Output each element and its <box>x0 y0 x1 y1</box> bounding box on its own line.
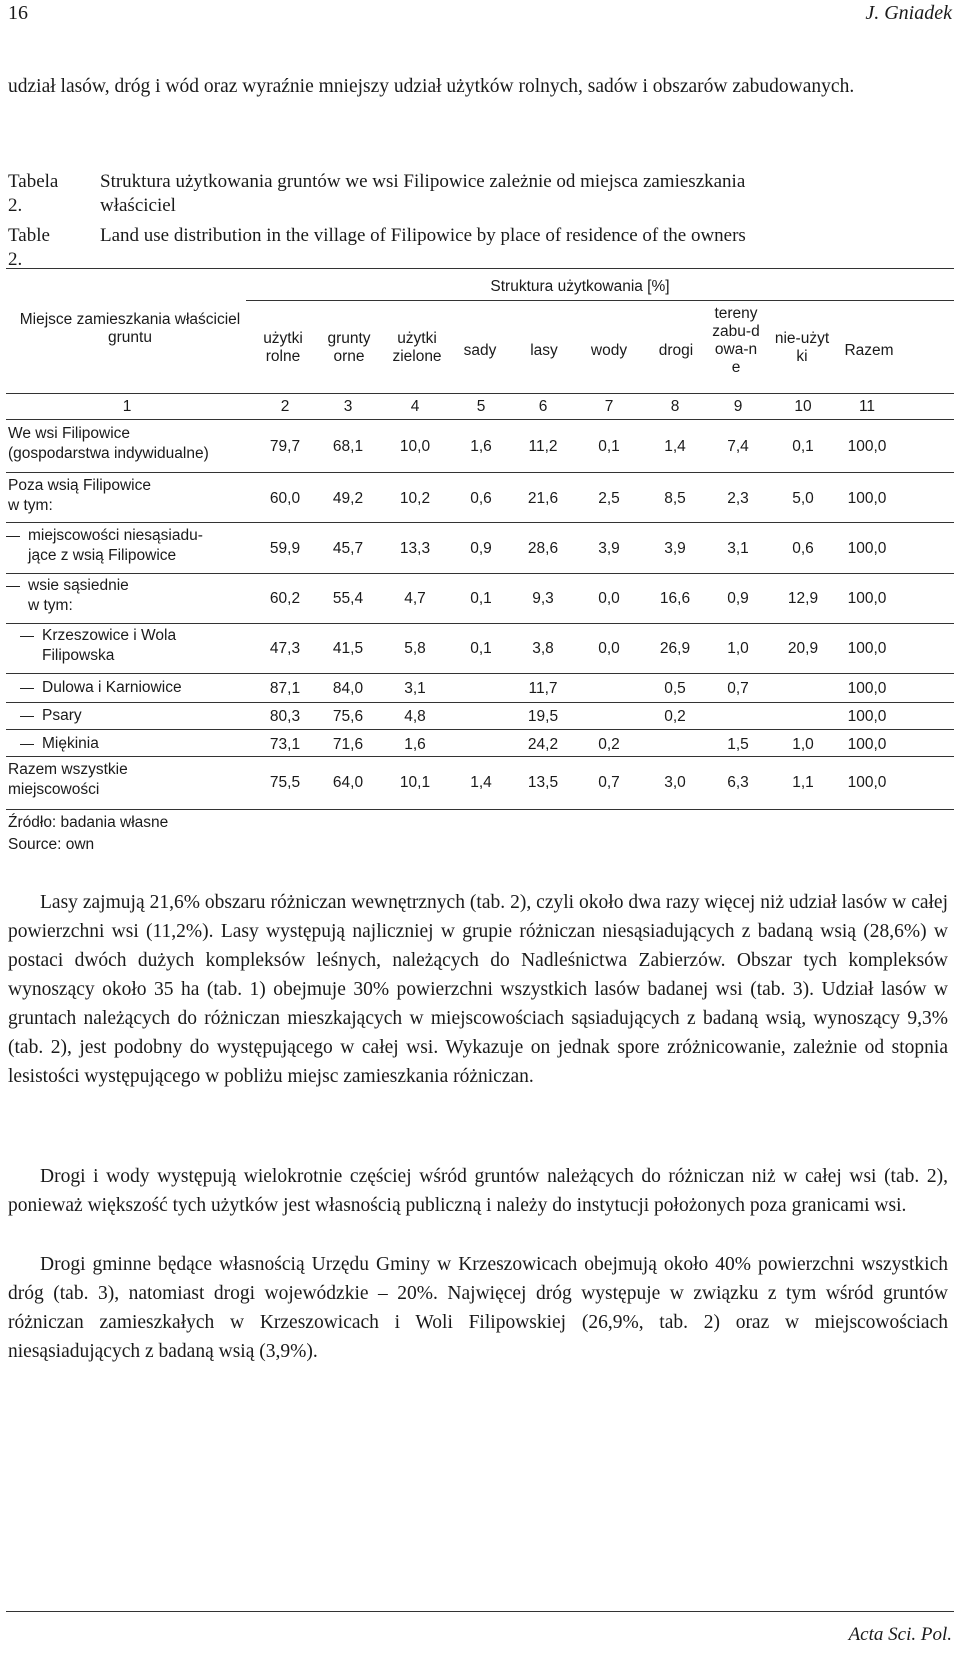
table-cell: 75,5 <box>269 774 301 791</box>
table-cell: 0,2 <box>598 736 620 753</box>
row-rule <box>6 573 954 574</box>
table-cell: 60,2 <box>269 590 301 607</box>
table-cell: 73,1 <box>269 736 301 753</box>
table-cell: 5,8 <box>404 640 426 657</box>
table-cell: 10,1 <box>399 774 431 791</box>
row-rule <box>6 673 954 674</box>
paragraph-2: Drogi i wody występują wielokrotnie częściej wśród gruntów należących do różniczan niż w całej wsi (tab. 2), ponieważ większość tych użytków jest własnością publiczną i należy do instytucji położonych poza granicami wsi. <box>8 1166 948 1216</box>
table-cell: 13,3 <box>399 540 431 557</box>
table-cell: 79,7 <box>269 438 301 455</box>
table-cell: 1,6 <box>404 736 426 753</box>
col-number: 6 <box>538 398 548 415</box>
col-header-drogi: drogi <box>658 342 694 359</box>
table-cell: 1,0 <box>727 640 749 657</box>
table-cell: 0,9 <box>470 540 492 557</box>
table-cell: 24,2 <box>527 736 559 753</box>
caption-text-en: Land use distribution in the village of Filipowice by place of residence of the owners <box>100 225 746 246</box>
row-rule <box>6 623 954 624</box>
row-label-line-1: We wsi Filipowice <box>8 425 131 442</box>
table-cell: 11,2 <box>528 438 558 455</box>
table-cell: 0,2 <box>664 708 686 725</box>
row-label <box>42 734 99 754</box>
table-cell: 0,6 <box>470 490 492 507</box>
table-cell: 1,5 <box>727 736 749 753</box>
row-label-line-2: jące z wsią Filipowice <box>28 547 177 564</box>
col-number: 2 <box>280 398 290 415</box>
row-rule <box>6 472 954 473</box>
dash-marker <box>20 636 34 637</box>
source-en: Source: own <box>8 836 95 853</box>
row-label-line-1: Miękinia <box>42 735 99 752</box>
table-cell: 0,1 <box>470 590 492 607</box>
table-top-rule <box>6 268 954 269</box>
paragraph-3: Drogi gminne będące własnością Urzędu Gminy w Krzeszowicach obejmują około 40% powierzchni wszystkich dróg (tab. 3), natomiast drogi wojewódzkie – 20%. Najwięcej dróg występuje w związku z tym wśród gruntów różniczan zamieszkałych w Krzeszowicach i Woli Filipowskiej (26,9%, tab. 2) oraz w miejscowościach niesąsiadujących z badaną wsią (3,9%). <box>8 1254 948 1362</box>
table-cell: 100,0 <box>847 774 887 791</box>
table-cell: 26,9 <box>659 640 691 657</box>
col-number: 4 <box>410 398 420 415</box>
table-cell: 10,2 <box>399 490 431 507</box>
dash-marker <box>20 744 34 745</box>
header-bottom-rule <box>6 393 954 394</box>
row-rule <box>6 522 954 523</box>
table-cell: 3,9 <box>664 540 686 557</box>
table-cell: 55,4 <box>332 590 364 607</box>
col-number: 7 <box>604 398 614 415</box>
table-cell: 9,3 <box>532 590 554 607</box>
row-rule <box>6 729 954 730</box>
table-cell: 100,0 <box>847 680 887 697</box>
col-header-wody: wody <box>590 342 628 359</box>
col-number: 10 <box>794 398 812 415</box>
row-label-line-2: Filipowska <box>42 647 115 664</box>
caption-text-pl-continued: właściciel <box>100 195 176 216</box>
table-cell: 1,4 <box>664 438 686 455</box>
table-cell: 3,1 <box>727 540 749 557</box>
table-cell: 100,0 <box>847 540 887 557</box>
col-header-lasy: lasy <box>530 342 558 359</box>
row-label <box>42 626 176 666</box>
col-header-sady: sady <box>463 342 497 359</box>
page-number: 16 <box>8 2 28 24</box>
table-cell: 1,0 <box>792 736 814 753</box>
dash-marker <box>20 716 34 717</box>
col-header-uzytki-rolne: użytki rolne <box>263 330 303 365</box>
col-number: 9 <box>733 398 743 415</box>
table-cell: 0,1 <box>792 438 814 455</box>
row-label-line-1: miejscowości niesąsiadu- <box>28 527 203 544</box>
row-label <box>42 706 82 726</box>
running-author: J. Gniadek <box>865 2 952 24</box>
table-cell: 13,5 <box>527 774 559 791</box>
col-header-place: Miejsce zamieszkania właściciel gruntu <box>19 311 241 346</box>
group-header: Struktura użytkowania [%] <box>490 278 670 295</box>
row-label <box>8 424 209 464</box>
row-label-line-1: Dulowa i Karniowice <box>42 679 182 696</box>
table-cell: 20,9 <box>787 640 819 657</box>
table-cell: 71,6 <box>332 736 364 753</box>
table-cell: 8,5 <box>664 490 686 507</box>
table-cell: 80,3 <box>269 708 301 725</box>
table-cell: 16,6 <box>659 590 691 607</box>
source-pl: Źródło: badania własne <box>8 814 169 831</box>
table-cell: 68,1 <box>332 438 364 455</box>
table-cell: 0,0 <box>598 640 620 657</box>
col-header-uzytki-zielone: użytki zielone <box>392 330 442 365</box>
col-header-nieuzytki: nie-użytki <box>774 330 830 365</box>
dash-marker <box>6 586 20 587</box>
table-cell: 6,3 <box>727 774 749 791</box>
paragraph-1: Lasy zajmują 21,6% obszaru różniczan wewnętrznych (tab. 2), czyli około dwa razy więcej niż udział lasów w całej powierzchni wsi (11,2%). Lasy występują najliczniej w grupie różniczan niesąsiadujących z badaną wsią (28,6%) w postaci dwóch dużych kompleksów leśnych, należących do Nadleśnictwa Zabierzów. Obszar tych kompleksów wynoszący około 35 ha (tab. 1) obejmuje 30% powierzchni wszystkich lasów badanej wsi (tab. 3). Udział lasów w gruntach należących do różniczan mieszkających w miejscowościach sąsiadujących z badaną wsią, wynoszący 9,3% (tab. 2), jest podobny do występującego w całej wsi. Wykazuje on jednak spore zróżnicowanie, zależnie od stopnia lesistości występującego w pobliżu miejsc zamieszkania różniczan. <box>8 892 948 1087</box>
row-label-line-1: wsie sąsiednie <box>28 577 129 594</box>
table-cell: 87,1 <box>269 680 301 697</box>
group-header-rule <box>246 300 954 301</box>
caption-label-en: Table 2. <box>8 225 50 270</box>
row-label-line-1: Poza wsią Filipowice <box>8 477 151 494</box>
caption-label-pl: Tabela 2. <box>8 171 59 216</box>
table-cell: 2,3 <box>727 490 749 507</box>
col-number: 11 <box>858 398 876 415</box>
table-cell: 100,0 <box>847 640 887 657</box>
row-label <box>28 576 129 616</box>
col-number: 3 <box>343 398 353 415</box>
row-rule <box>6 702 954 703</box>
table-cell: 75,6 <box>332 708 364 725</box>
table-cell: 64,0 <box>332 774 364 791</box>
dash-marker <box>20 688 34 689</box>
table-cell: 11,7 <box>528 680 558 697</box>
table-cell: 0,7 <box>727 680 749 697</box>
table-cell: 60,0 <box>269 490 301 507</box>
table-cell: 4,7 <box>404 590 426 607</box>
row-rule <box>6 756 954 757</box>
table-cell: 0,1 <box>598 438 620 455</box>
intro-text: udział lasów, dróg i wód oraz wyraźnie mniejszy udział użytków rolnych, sadów i obszarów zabudowanych. <box>8 76 855 97</box>
table-bottom-rule <box>6 809 954 810</box>
table-cell: 4,8 <box>404 708 426 725</box>
row-label <box>8 760 128 800</box>
table-cell: 100,0 <box>847 590 887 607</box>
table-cell: 47,3 <box>269 640 301 657</box>
row-label-line-2: w tym: <box>8 497 53 514</box>
table-cell: 41,5 <box>332 640 364 657</box>
footer-rule <box>6 1611 954 1612</box>
table-cell: 7,4 <box>727 438 749 455</box>
caption-text-pl: Struktura użytkowania gruntów we wsi Filipowice zależnie od miejsca zamieszkania <box>100 171 746 192</box>
row-label <box>42 678 182 698</box>
table-cell: 49,2 <box>332 490 364 507</box>
table-cell: 2,5 <box>598 490 620 507</box>
table-cell: 100,0 <box>847 708 887 725</box>
table-cell: 3,8 <box>532 640 554 657</box>
table-cell: 1,6 <box>470 438 492 455</box>
col-header-razem: Razem <box>844 342 894 359</box>
col-header-tereny-zabudowane: tereny zabu-dowa-ne <box>712 305 760 376</box>
table-cell: 1,1 <box>792 774 814 791</box>
table-cell: 59,9 <box>269 540 301 557</box>
table-cell: 10,0 <box>399 438 431 455</box>
table-cell: 100,0 <box>847 438 887 455</box>
table-cell: 0,6 <box>792 540 814 557</box>
numbers-rule <box>6 419 954 420</box>
table-cell: 12,9 <box>787 590 819 607</box>
col-number: 1 <box>122 398 132 415</box>
row-label-line-2: w tym: <box>28 597 73 614</box>
table-cell: 0,0 <box>598 590 620 607</box>
table-cell: 45,7 <box>332 540 364 557</box>
table-cell: 28,6 <box>527 540 559 557</box>
journal-name: Acta Sci. Pol. <box>848 1624 952 1645</box>
col-header-grunty-orne: grunty orne <box>327 330 371 365</box>
table-cell: 3,0 <box>664 774 686 791</box>
row-label-line-1: Krzeszowice i Wola <box>42 627 177 644</box>
col-number: 8 <box>670 398 680 415</box>
table-cell: 0,9 <box>727 590 749 607</box>
row-label-line-1: Razem wszystkie <box>8 761 128 778</box>
table-cell: 84,0 <box>332 680 364 697</box>
table-cell: 3,1 <box>404 680 426 697</box>
row-label-line-1: Psary <box>42 707 82 724</box>
row-label-line-2: (gospodarstwa indywidualne) <box>8 445 209 462</box>
dash-marker <box>6 536 20 537</box>
table-cell: 5,0 <box>792 490 814 507</box>
table-cell: 0,7 <box>598 774 620 791</box>
table-cell: 0,1 <box>470 640 492 657</box>
table-cell: 1,4 <box>470 774 492 791</box>
row-label <box>8 476 151 516</box>
table-cell: 21,6 <box>527 490 559 507</box>
table-cell: 100,0 <box>847 490 887 507</box>
col-number: 5 <box>476 398 486 415</box>
table-cell: 3,9 <box>598 540 620 557</box>
table-cell: 19,5 <box>527 708 559 725</box>
table-cell: 0,5 <box>664 680 686 697</box>
row-label-line-2: miejscowości <box>8 781 100 798</box>
table-cell: 100,0 <box>847 736 887 753</box>
row-label <box>28 526 203 566</box>
